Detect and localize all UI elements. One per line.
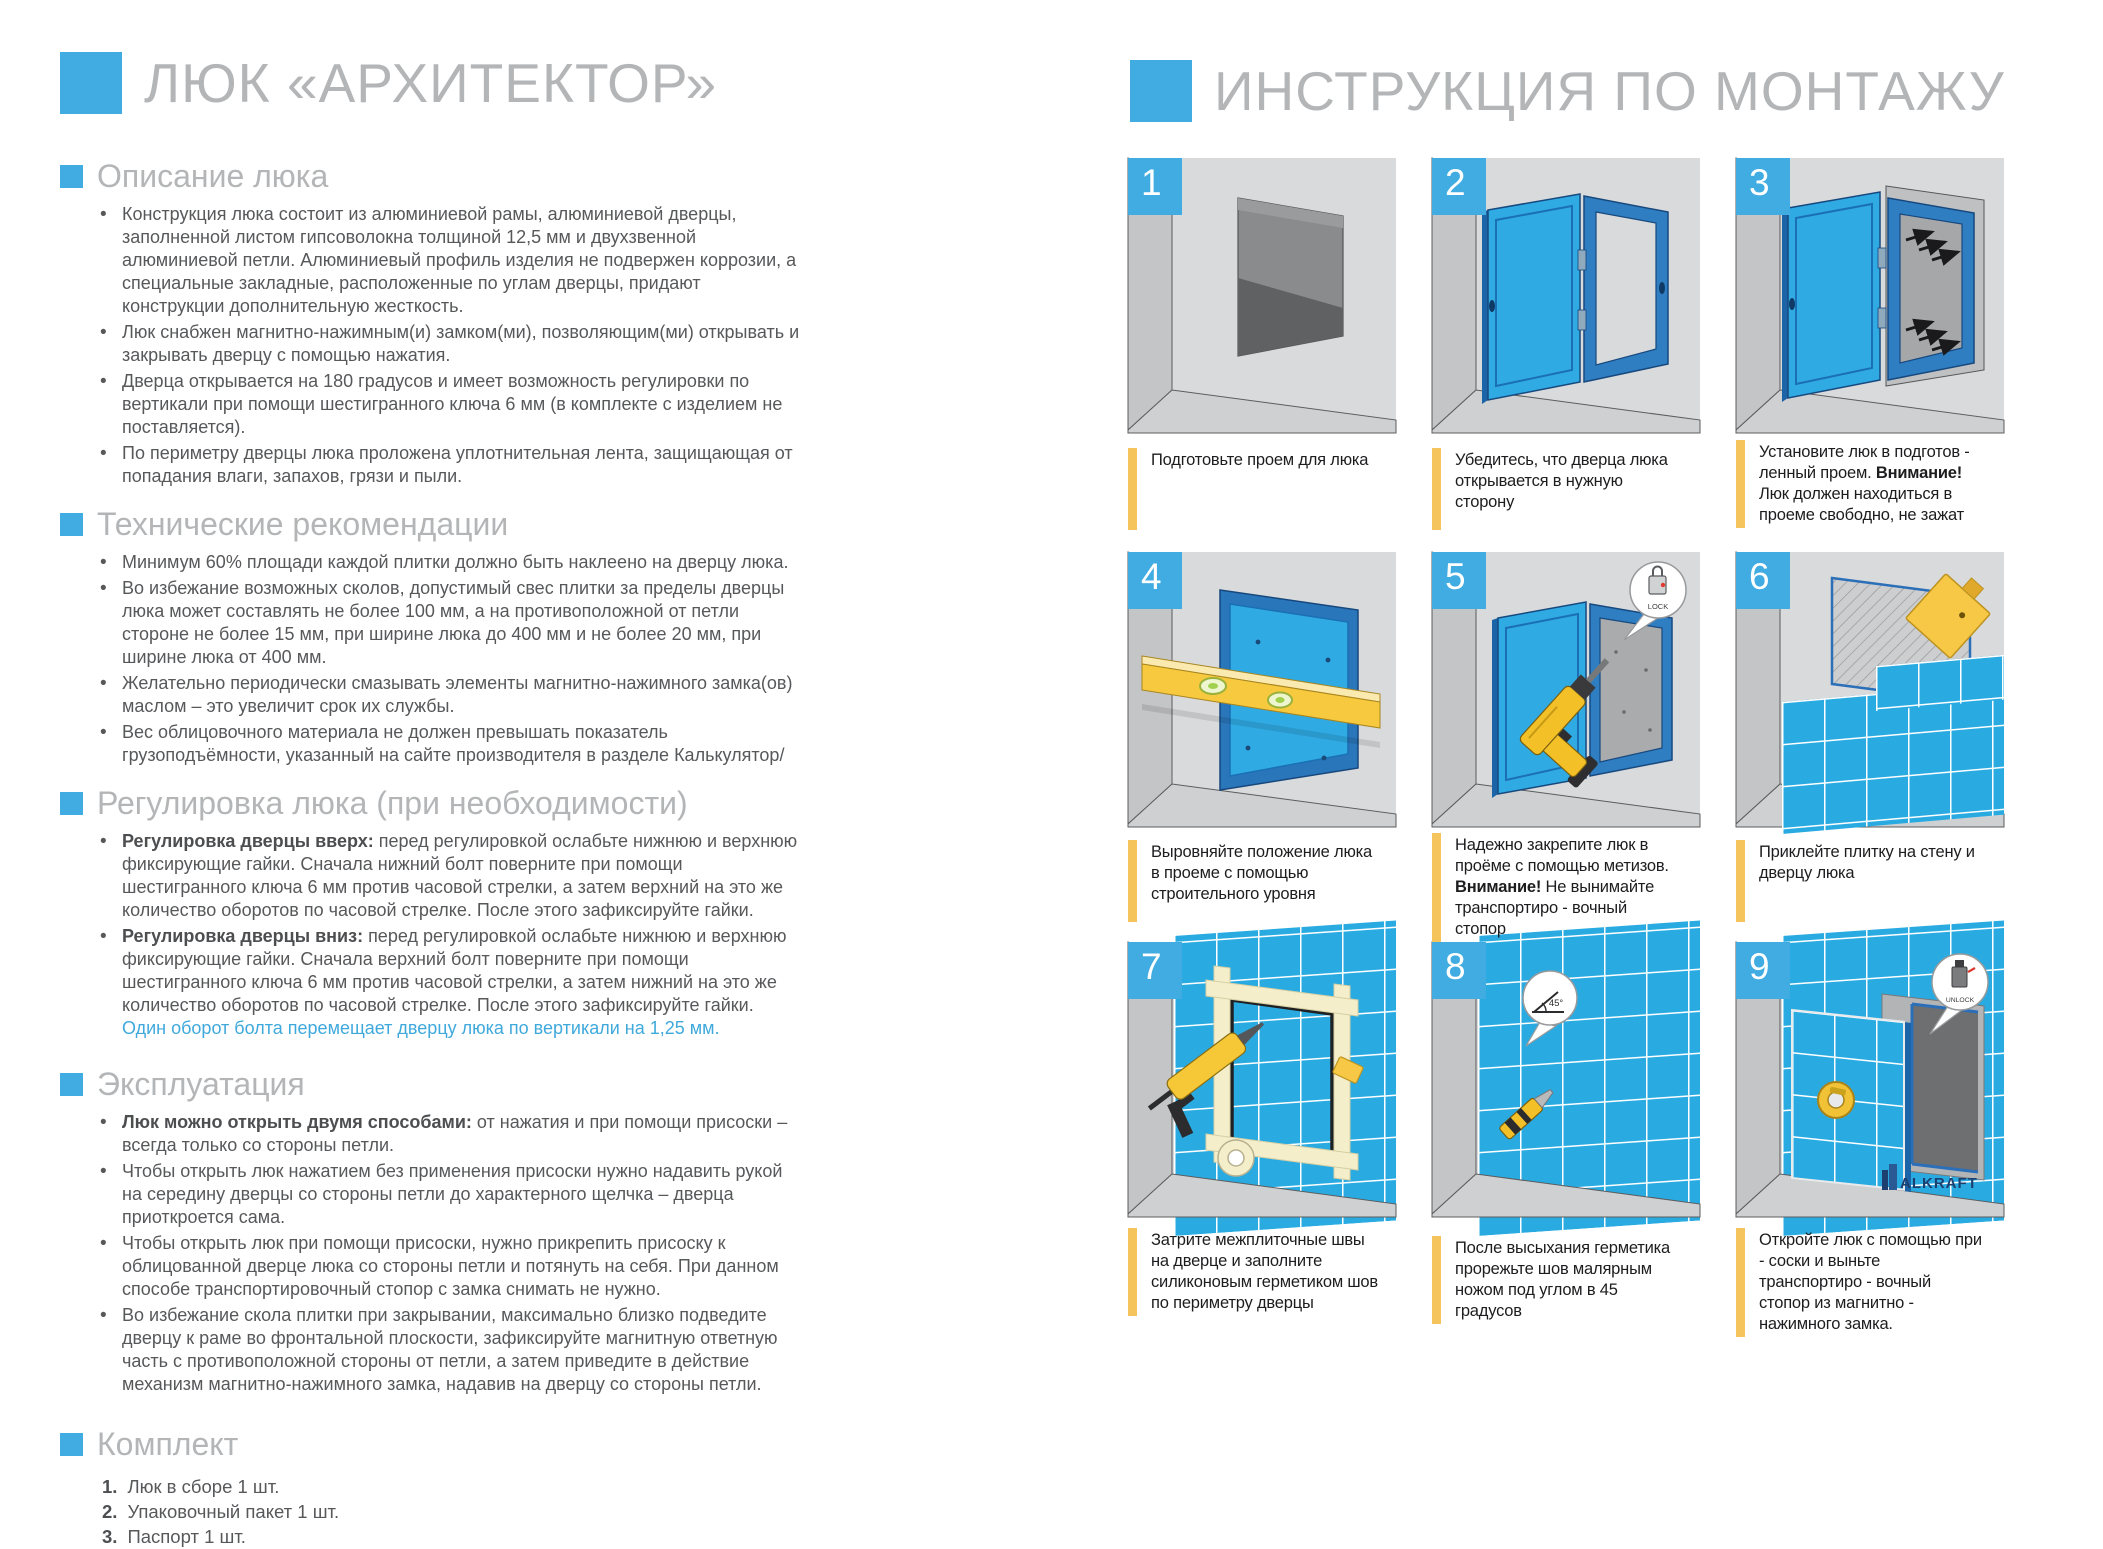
list-item-text: Минимум 60% площади каждой плитки должно быть наклеено на дверцу люка. [122,552,789,572]
section-adjustment-header [60,785,820,821]
accent-square-icon [60,52,122,114]
list-item-text: Люк снабжен магнитно-нажимным(и) замком(ми), позволяющим(ми) открывать и закрывать дверцу с помощью нажатия. [122,322,800,365]
step-number-badge: 7 [1128,942,1182,999]
list-item [100,1304,800,1396]
list-item [100,1111,800,1157]
step-4-panel [1128,552,1396,827]
section-recommendations-header [60,506,820,542]
list-item [102,1524,820,1549]
caption-text: После высыхания герметика прорежьте шов малярным ножом под углом в 45 градусов [1455,1239,1671,1320]
list-item [100,1160,800,1229]
caption-text: Выровняйте положение люка в проеме с помощью строительного уровня [1151,843,1372,903]
hatch-door [1482,194,1580,404]
accent-square-icon [60,1073,83,1096]
step-1-caption [1128,448,1378,530]
caption-warning: Внимание! [1455,878,1542,896]
list-item [100,830,800,922]
step-number-badge: 9 [1736,942,1790,999]
list-item-lead: Люк можно открыть двумя способами: [122,1112,472,1132]
step-7-caption [1128,1228,1378,1316]
step-5-panel [1432,552,1700,827]
list-item-text: Чтобы открыть люк при помощи присоски, нужно прикрепить присоску к облицованной дверце люка со стороны петли и потянуть на себя. При данном способе транспортировочный стопор с замка снимать не нужно. [122,1233,779,1299]
instructions-title: ИНСТРУКЦИЯ ПО МОНТАЖУ [1214,60,2005,122]
recommendations-list [60,551,800,767]
item-number: 3. [102,1526,118,1547]
list-item-text: Люк в сборе 1 шт. [127,1476,280,1497]
list-item-text: перед регулировкой ослабьте нижнюю и верхнюю фиксирующие гайки. Сначала нижний болт поверните при помощи шестигранного ключа 6 мм против часовой стрелки, а затем верхний на это же количество оборотов по часовой стрелке. После этого зафиксируйте гайки. [122,831,798,920]
angle-label: 45° [1548,998,1564,1009]
item-number: 1. [102,1476,118,1497]
step-1-panel [1128,158,1396,433]
adjustment-list [60,830,800,1040]
left-column [60,158,820,1549]
list-item-text: Желательно периодически смазывать элементы магнитно-нажимного замка(ов) маслом – это увеличит срок их службы. [122,673,793,716]
list-item [100,442,800,488]
list-item-text: Вес облицовочного материала не должен превышать показатель грузоподъёмности, указанный на сайте производителя в разделе Калькулятор/ [122,722,785,765]
list-item [100,672,800,718]
step-number-badge: 8 [1432,942,1486,999]
step-number-badge: 2 [1432,158,1486,215]
page-title: ЛЮК «АРХИТЕКТОР» [144,52,718,114]
step-6-panel [1736,552,2004,827]
step-number-badge: 6 [1736,552,1790,609]
accent-square-icon [60,792,83,815]
list-item [100,577,800,669]
list-item-text: Упаковочный пакет 1 шт. [127,1501,340,1522]
caption-text: Люк должен находиться в проеме свободно, не зажат [1759,485,1964,524]
list-item [100,721,800,767]
left-page-header [60,52,717,114]
list-item-text: По периметру дверцы люка проложена уплотнительная лента, защищающая от попадания влаги, запахов, грязи и пыли. [122,443,793,486]
item-number: 2. [102,1501,118,1522]
section-title: Регулировка люка (при необходимости) [97,785,688,821]
list-item-text: от нажатия и при помощи присоски – всегда только со стороны петли. [122,1112,788,1155]
brand-logo-text: ALKRAFT [1900,1175,1978,1192]
caption-text: Подготовьте проем для люка [1151,451,1369,469]
list-item-lead: Регулировка дверцы вверх: [122,831,374,851]
caption-text: Приклейте плитку на стену и дверцу люка [1759,843,1975,882]
step-9-caption [1736,1228,1986,1337]
list-item-text: Во избежание возможных сколов, допустимый свес плитки за пределы дверцы люка может составлять не более 100 мм, а на противоположной от петли стороне не более 15 мм, при ширине люка до 400 мм и не более 20 мм, при ширине люка от 400 мм. [122,578,785,667]
step-2-caption [1432,448,1682,530]
list-item [102,1499,820,1524]
section-description-header [60,158,820,194]
step-number-badge: 5 [1432,552,1486,609]
hatch-frame [1888,198,1974,380]
step-5-caption [1432,833,1682,942]
step-8-panel [1432,942,1700,1217]
list-item-text: Конструкция люка состоит из алюминиевой рамы, алюминиевой дверцы, заполненной листом гипсоволокна толщиной 12,5 мм и двухзвенной алюминиевой петли. Алюминиевый профиль изделия не подвержен коррозии, а специальные закладные, расположенные по углам дверцы, придают конструкции дополнительную жесткость. [122,204,797,316]
accent-square-icon [60,165,83,188]
suction-cup [1818,1082,1854,1118]
accent-square-icon [60,1433,83,1456]
hatch-frame [1584,196,1668,382]
tape-roll [1218,1140,1254,1176]
caption-text: Не вынимайте транспортиро - вочный стопор [1455,878,1655,938]
adjustment-note: Один оборот болта перемещает дверцу люка по вертикали на 1,25 мм. [122,1018,720,1038]
list-item [100,551,800,574]
wall-opening [1238,198,1343,356]
caption-text: Затрите межплиточные швы на дверце и заполните силиконовым герметиком шов по периметру дверцы [1151,1231,1378,1312]
step-2-panel [1432,158,1700,433]
operation-list [60,1111,800,1396]
accent-square-icon [60,513,83,536]
list-item-lead: Регулировка дверцы вниз: [122,926,364,946]
hatch-frame [1590,604,1672,776]
list-item [100,370,800,439]
list-item [100,925,800,1040]
list-item-text: Дверца открывается на 180 градусов и имеет возможность регулировки по вертикали при помощи шестигранного ключа 6 мм (в комплекте с изделием не поставляется). [122,371,783,437]
step-6-caption [1736,840,1986,922]
list-item [100,1232,800,1301]
unlock-label: UNLOCK [1945,997,1975,1004]
step-number-badge: 4 [1128,552,1182,609]
step-number-badge: 3 [1736,158,1790,215]
lock-label: LOCK [1647,602,1669,611]
section-kit-header [60,1426,820,1462]
section-title: Технические рекомендации [97,506,509,542]
section-title: Комплект [97,1426,239,1462]
list-item-text: Во избежание скола плитки при закрывании, максимально близко подведите дверцу к раме во фронтальной плоскости, зафиксируйте магнитную ответную часть с противоположной стороны от петли, а затем приведите в действие механизм магнитно-нажимного замка, надавив на дверцу со стороны петли. [122,1305,778,1394]
step-8-caption [1432,1236,1682,1324]
caption-text: Убедитесь, что дверца люка открывается в нужную сторону [1455,451,1668,511]
accent-square-icon [1130,60,1192,122]
list-item [100,321,800,367]
section-title: Эксплуатация [97,1066,305,1102]
caption-warning: Внимание! [1875,464,1963,482]
section-title: Описание люка [97,158,329,194]
list-item-text: Чтобы открыть люк нажатием без применения присоски нужно надавить рукой на середину дверцы со стороны петли до характерного щелчка – дверца приоткроется сама. [122,1161,783,1227]
step-4-caption [1128,840,1378,922]
kit-list [60,1474,820,1549]
right-page-header [1130,60,2005,122]
step-3-caption [1736,440,1986,528]
step-9-panel [1736,942,2004,1217]
list-item [100,203,800,318]
hatch-door [1782,192,1880,402]
step-number-badge: 1 [1128,158,1182,215]
list-item-text: перед регулировкой ослабьте нижнюю и верхнюю фиксирующие гайки. Сначала верхний болт поверните при помощи шестигранного ключа 6 мм против часовой стрелки, а затем нижний на это же количество оборотов по часовой стрелке. После этого зафиксируйте гайки. [122,926,787,1015]
step-7-panel [1128,942,1396,1217]
list-item [102,1474,820,1499]
caption-text: Установите люк в подготов - ленный проем. [1759,443,1970,482]
list-item-text: Паспорт 1 шт. [127,1526,246,1547]
caption-text: Надежно закрепите люк в проёме с помощью метизов. [1455,836,1669,875]
section-operation-header [60,1066,820,1102]
description-list [60,203,800,488]
step-3-panel [1736,158,2004,433]
caption-text: Откройте люк с помощью при - соски и выньте транспортиро - вочный стопор из магнитно - нажимного замка. [1759,1231,1982,1333]
